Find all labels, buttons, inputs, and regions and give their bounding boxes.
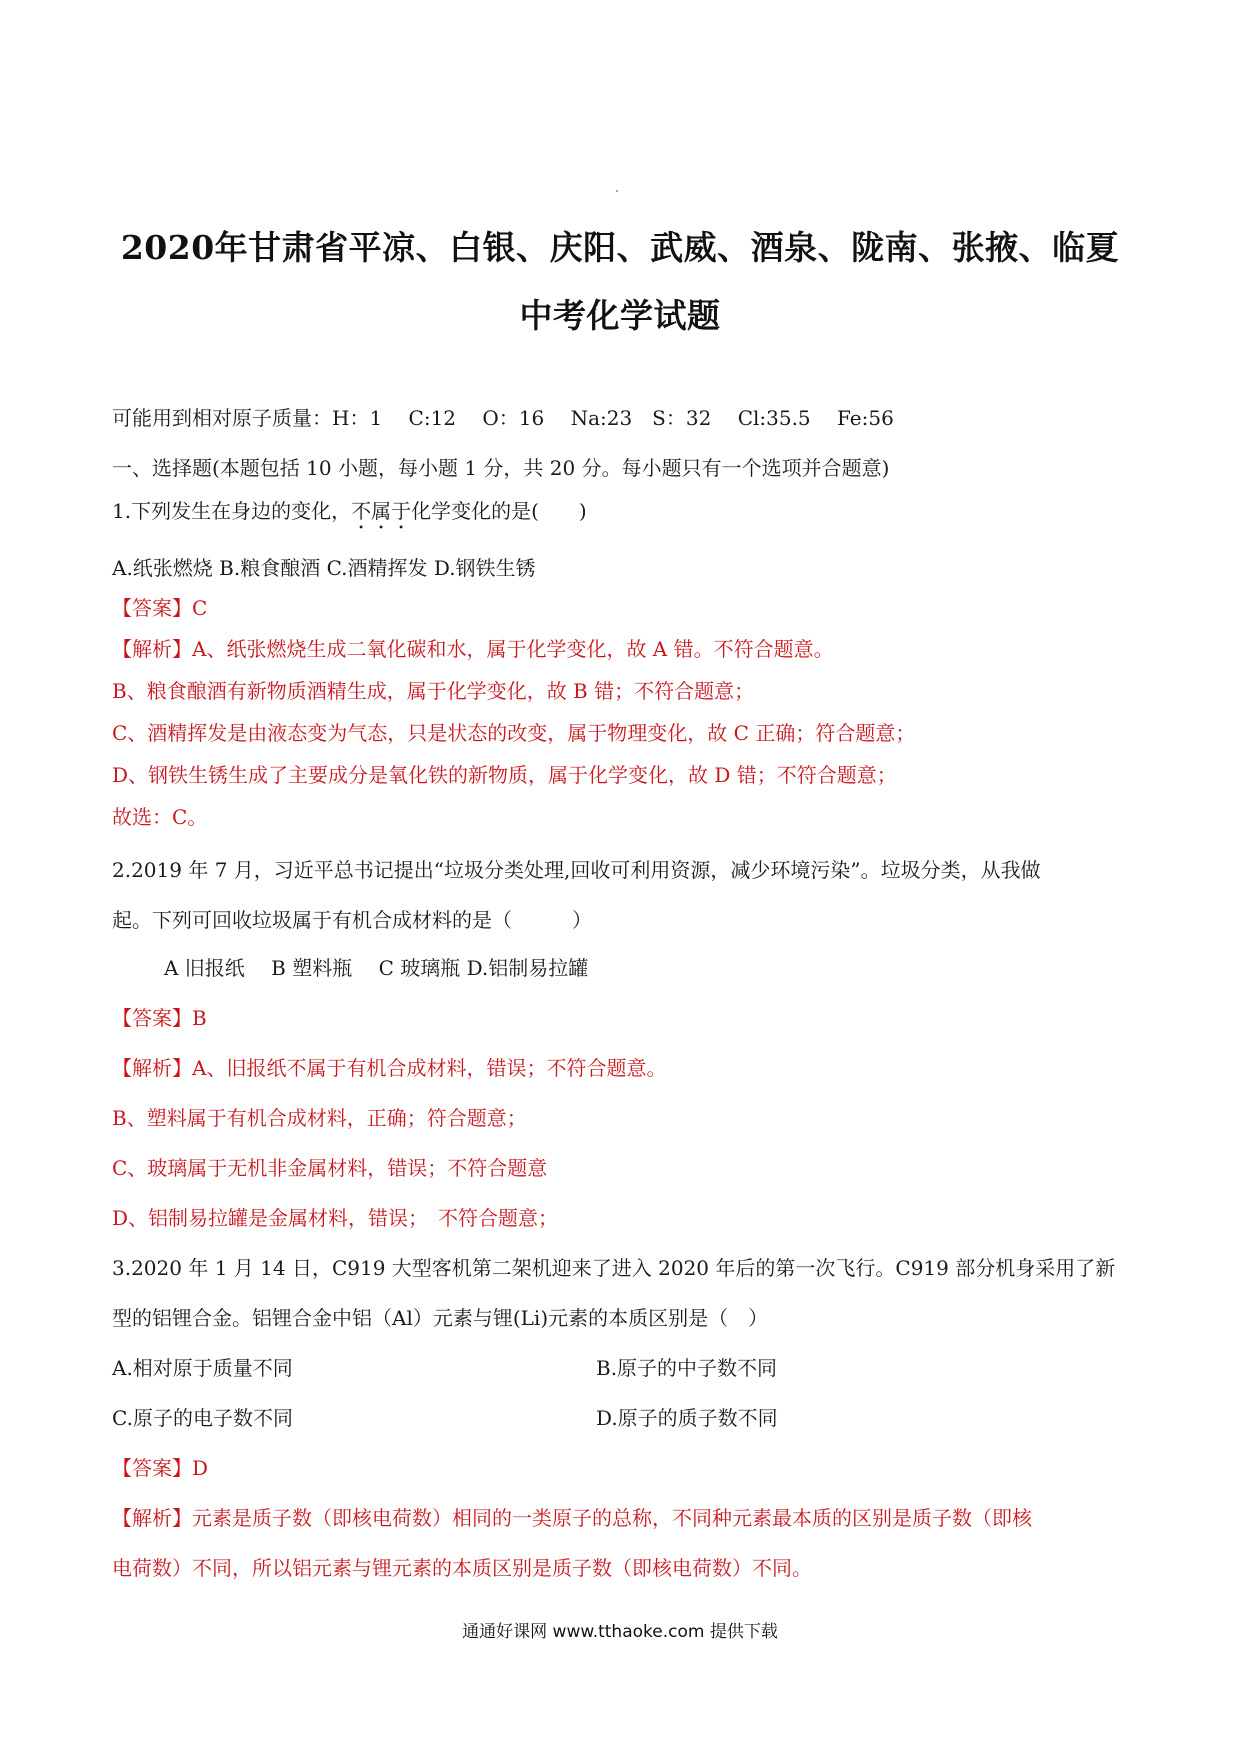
q2-analysis-text: A、旧报纸不属于有机合成材料，错误；不符合题意。 [192,1056,667,1080]
q3-option-d: D.原子的质子数不同 [596,1406,778,1430]
q3-analysis-line: 电荷数）不同，所以铝元素与锂元素的本质区别是质子数（即核电荷数）不同。 [112,1556,812,1580]
stray-dot [616,190,618,192]
q2-answer-label: 【答案】 [112,1006,192,1030]
q2-analysis-label: 【解析】 [112,1056,192,1080]
q3-option-b: B.原子的中子数不同 [596,1356,778,1380]
q3-answer-label: 【答案】 [112,1456,192,1480]
q1-stem-emphasis: 不属于 [351,499,412,523]
q1-stem-after: 化学变化的是( ) [411,499,587,523]
q3-answer-value: D [192,1456,209,1480]
q2-answer-value: B [192,1006,207,1030]
q3-options-row-2 [112,1405,1132,1431]
footer-source: 通通好课网 www.tthaoke.com 提供下载 [462,1622,778,1642]
q3-analysis-label: 【解析】 [112,1506,192,1530]
q1-options: A.纸张燃烧 B.粮食酿酒 C.酒精挥发 D.钢铁生锈 [112,556,536,580]
title-line-1: 2020年甘肃省平凉、白银、庆阳、武威、酒泉、陇南、张掖、临夏 [120,228,1120,267]
q2-stem-line-2: 起。下列可回收垃圾属于有机合成材料的是（ ） [112,908,592,932]
q1-answer-label: 【答案】 [112,596,192,620]
q1-analysis-text: A、纸张燃烧生成二氧化碳和水，属于化学变化，故 A 错。不符合题意。 [192,637,834,661]
q2-analysis-line: B、塑料属于有机合成材料，正确；符合题意； [112,1106,527,1130]
q1-analysis-label: 【解析】 [112,637,192,661]
q1-stem [112,498,1132,534]
q3-stem-line-2: 型的铝锂合金。铝锂合金中铝（Al）元素与锂(Li)元素的本质区别是（ ） [112,1306,769,1330]
q3-stem-line-1: 3.2020 年 1 月 14 日，C919 大型客机第二架机迎来了进入 2020 年后的第一次飞行。C919 部分机身采用了新 [112,1256,1116,1280]
q1-analysis-line: B、粮食酿酒有新物质酒精生成，属于化学变化，故 B 错；不符合题意； [112,679,755,703]
q1-answer-value: C [192,596,208,620]
q3-option-a: A.相对原于质量不同 [112,1356,293,1380]
q3-analysis-line [112,1505,1132,1531]
q3-answer [112,1455,1132,1481]
q1-analysis-line: C、酒精挥发是由液态变为气态，只是状态的改变，属于物理变化，故 C 正确；符合题意； [112,721,916,745]
q2-stem-line-1: 2.2019 年 7 月，习近平总书记提出“垃圾分类处理,回收可利用资源，减少环境污染”。垃圾分类，从我做 [112,858,1041,882]
q1-analysis-line: 故选：C。 [112,805,208,829]
q2-analysis-line: D、铝制易拉罐是金属材料，错误； 不符合题意； [112,1206,559,1230]
q2-options: A 旧报纸 B 塑料瓶 C 玻璃瓶 D.铝制易拉罐 [164,956,589,980]
q1-analysis-line [112,636,1132,662]
q2-answer [112,1005,1132,1031]
q1-stem-before: 1.下列发生在身边的变化， [112,499,352,523]
q3-options-row-1 [112,1355,1132,1381]
q3-option-c: C.原子的电子数不同 [112,1406,293,1430]
title-line-2: 中考化学试题 [519,296,721,335]
q1-answer [112,595,1132,621]
atomic-masses: 可能用到相对原子质量：H：1 C:12 O：16 Na:23 S：32 Cl:35.5 Fe:56 [112,406,894,430]
q3-analysis-text: 元素是质子数（即核电荷数）相同的一类原子的总称，不同种元素最本质的区别是质子数（即核 [192,1506,1032,1530]
q2-analysis-line: C、玻璃属于无机非金属材料，错误；不符合题意 [112,1156,548,1180]
section-heading: 一、选择题(本题包括 10 小题，每小题 1 分，共 20 分。每小题只有一个选项并合题意) [112,456,890,480]
q2-analysis-line [112,1055,1132,1081]
q1-analysis-line: D、钢铁生锈生成了主要成分是氧化铁的新物质，属于化学变化，故 D 错；不符合题意； [112,763,897,787]
